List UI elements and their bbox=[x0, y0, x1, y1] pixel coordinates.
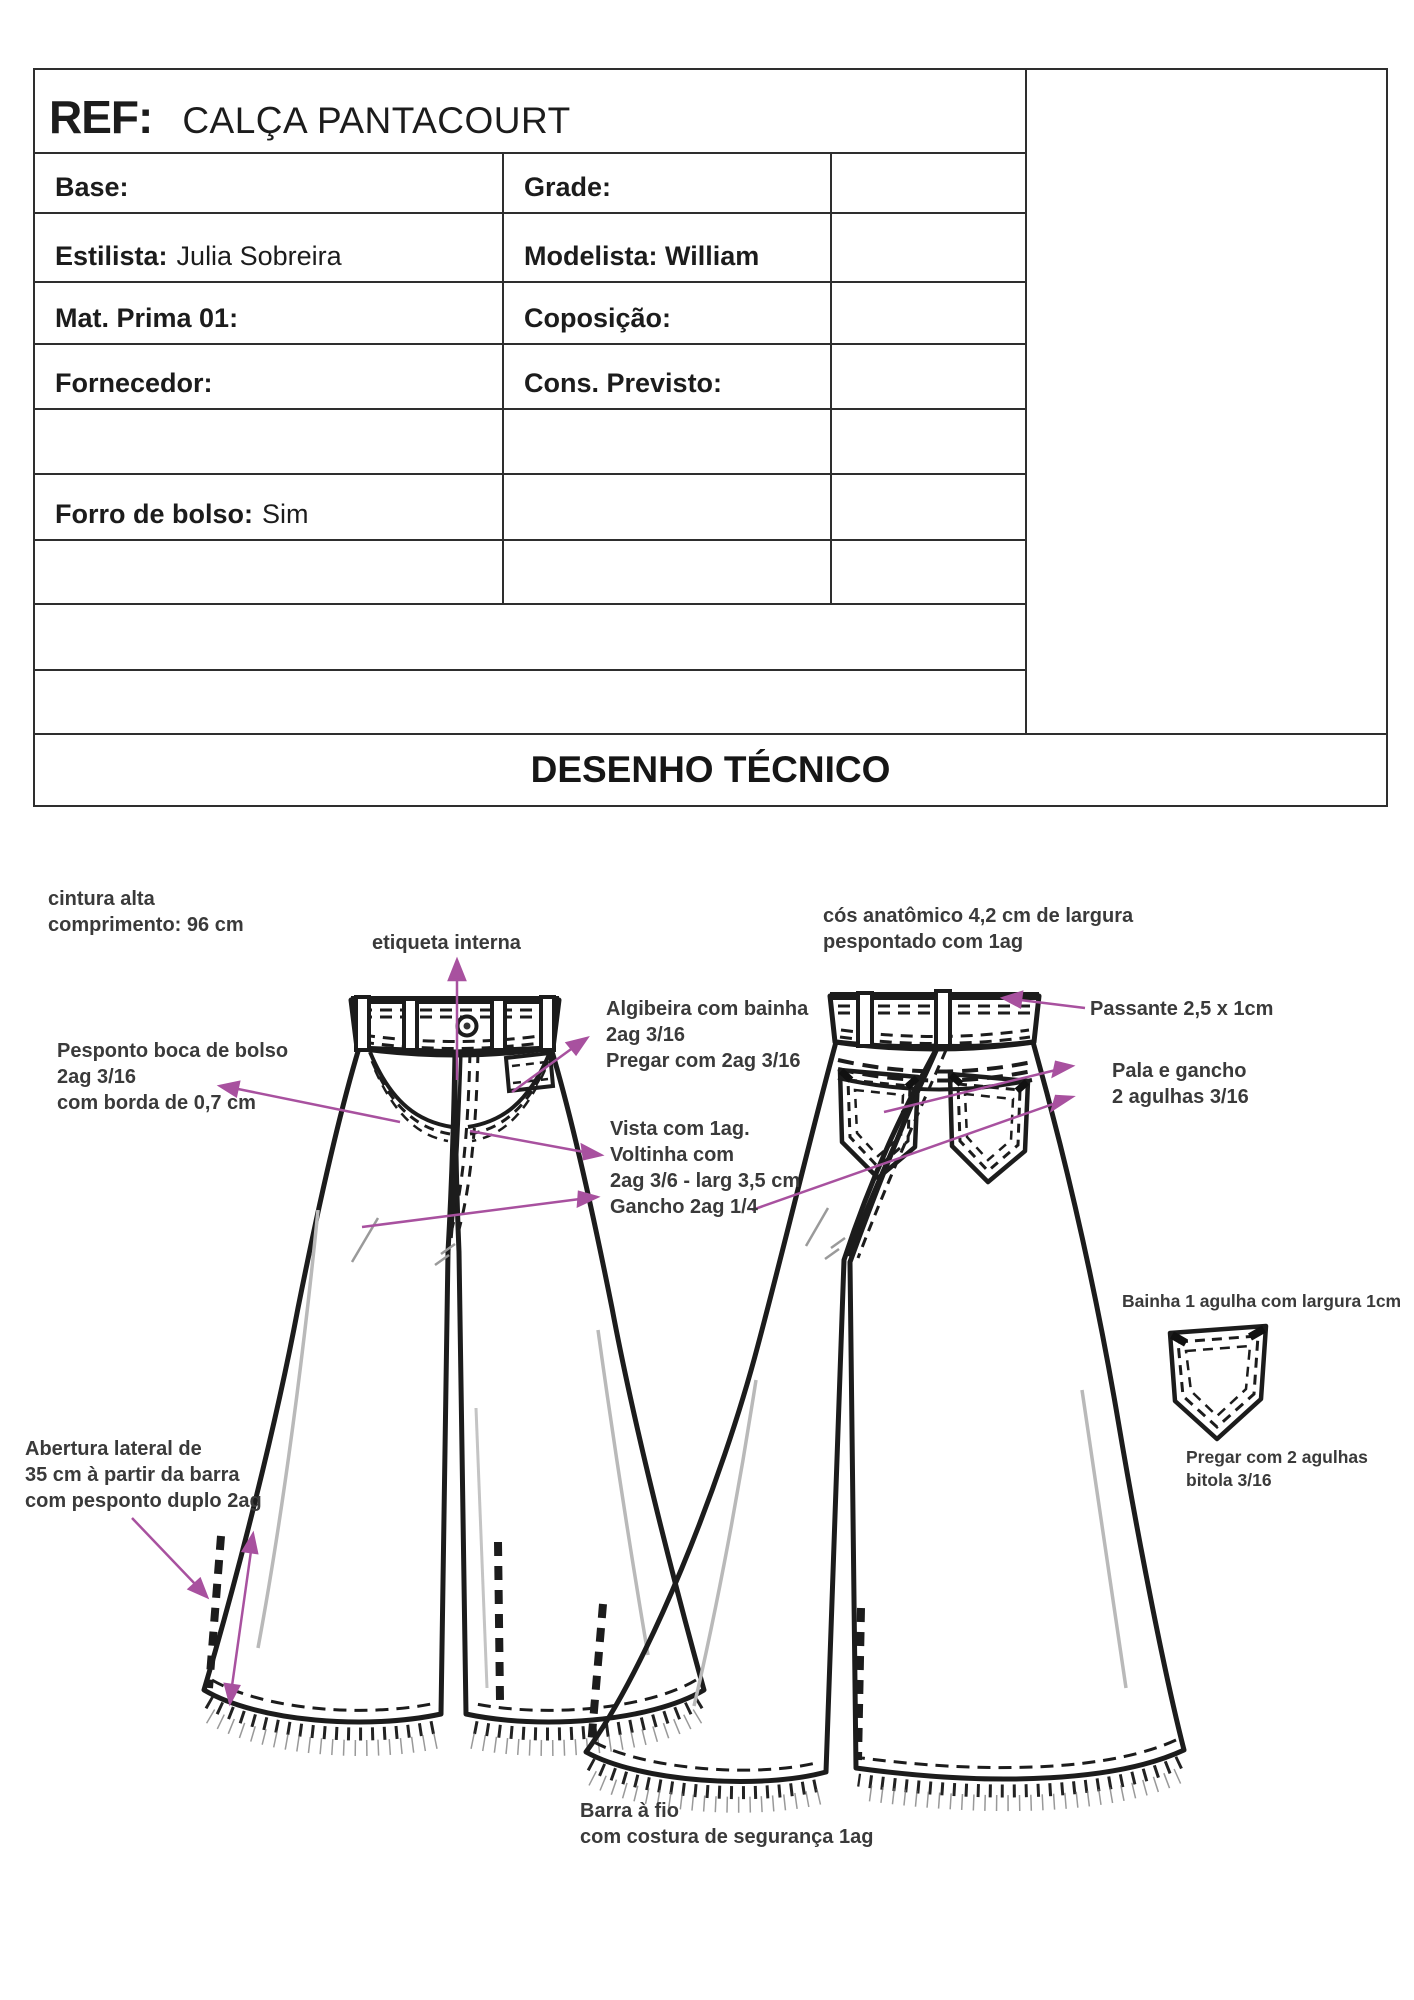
crease-line bbox=[476, 1408, 487, 1688]
annotation-pala-gancho: Pala e gancho 2 agulhas 3/16 bbox=[1112, 1060, 1249, 1108]
cell-fornecedor: Fornecedor: bbox=[33, 343, 504, 410]
cell-modelista: Modelista: William bbox=[502, 212, 832, 283]
crease-mark bbox=[806, 1208, 845, 1259]
waist-button bbox=[458, 1017, 477, 1036]
cell-base: Base: bbox=[33, 152, 504, 214]
cell-empty bbox=[830, 539, 1027, 605]
cell-grade: Grade: bbox=[502, 152, 832, 214]
side-slit-stitching bbox=[591, 1604, 603, 1746]
cell-cons-previsto: Cons. Previsto: bbox=[502, 343, 832, 410]
arrow-passante bbox=[1003, 992, 1085, 1008]
cell-forro-bolso: Forro de bolso: Sim bbox=[33, 473, 504, 541]
section-title: DESENHO TÉCNICO bbox=[530, 749, 891, 790]
cell-notes-row bbox=[33, 603, 1027, 671]
annotation-cos-anatomico: cós anatômico 4,2 cm de largura pespontado com 1ag bbox=[823, 905, 1134, 953]
cell-empty bbox=[830, 212, 1027, 283]
cell-empty bbox=[830, 473, 1027, 541]
cell-empty bbox=[830, 152, 1027, 214]
side-slit-stitching bbox=[858, 1608, 861, 1760]
annotation-algibeira: Algibeira com bainha 2ag 3/16 Pregar com 2ag 3/16 bbox=[606, 998, 809, 1072]
annotation-abertura-lateral: Abertura lateral de 35 cm à partir da barra com pesponto duplo 2ag bbox=[25, 1438, 262, 1512]
cell-empty bbox=[33, 408, 504, 475]
cell-coposicao: Coposição: bbox=[502, 281, 832, 345]
cell-notes-row bbox=[33, 669, 1027, 735]
annotation-passante: Passante 2,5 x 1cm bbox=[1090, 998, 1274, 1020]
annotation-etiqueta-interna: etiqueta interna bbox=[372, 932, 521, 954]
annotation-vista: Vista com 1ag. Voltinha com 2ag 3/6 - larg 3,5 cm Gancho 2ag 1/4 bbox=[610, 1118, 801, 1218]
annotation-pesponto-bolso: Pesponto boca de bolso 2ag 3/16 com borda de 0,7 cm bbox=[57, 1040, 289, 1114]
pants-back-view bbox=[586, 991, 1184, 1805]
annotation-barra-fio: Barra à fio com costura de segurança 1ag bbox=[580, 1800, 874, 1848]
crease-line bbox=[258, 1210, 318, 1648]
arrow-vista-2 bbox=[362, 1192, 597, 1227]
cell-empty bbox=[830, 343, 1027, 410]
cell-empty bbox=[33, 539, 504, 605]
annotation-cintura-alta: cintura alta comprimento: 96 cm bbox=[48, 888, 244, 936]
crease-line bbox=[694, 1380, 756, 1706]
ref-label: REF: bbox=[49, 91, 153, 143]
belt-loops-front bbox=[356, 997, 554, 1050]
cell-empty bbox=[502, 408, 832, 475]
cell-image-box bbox=[1025, 68, 1388, 735]
cell-mat-prima: Mat. Prima 01: bbox=[33, 281, 504, 345]
section-title-banner bbox=[33, 733, 1388, 807]
cell-empty bbox=[502, 539, 832, 605]
cell-estilista: Estilista: Julia Sobreira bbox=[33, 212, 504, 283]
annotation-bainha: Bainha 1 agulha com largura 1cm bbox=[1122, 1291, 1402, 1311]
cell-empty bbox=[502, 473, 832, 541]
side-slit-stitching bbox=[209, 1536, 221, 1688]
annotation-pregar: Pregar com 2 agulhas bitola 3/16 bbox=[1186, 1447, 1368, 1490]
cell-empty bbox=[830, 408, 1027, 475]
pocket-detail-drawing bbox=[1170, 1326, 1266, 1439]
ref-title-cell bbox=[33, 68, 1027, 154]
cell-empty bbox=[830, 281, 1027, 345]
arrow-abertura bbox=[132, 1518, 207, 1597]
side-slit-stitching bbox=[498, 1542, 500, 1700]
ref-value: CALÇA PANTACOURT bbox=[182, 100, 571, 141]
